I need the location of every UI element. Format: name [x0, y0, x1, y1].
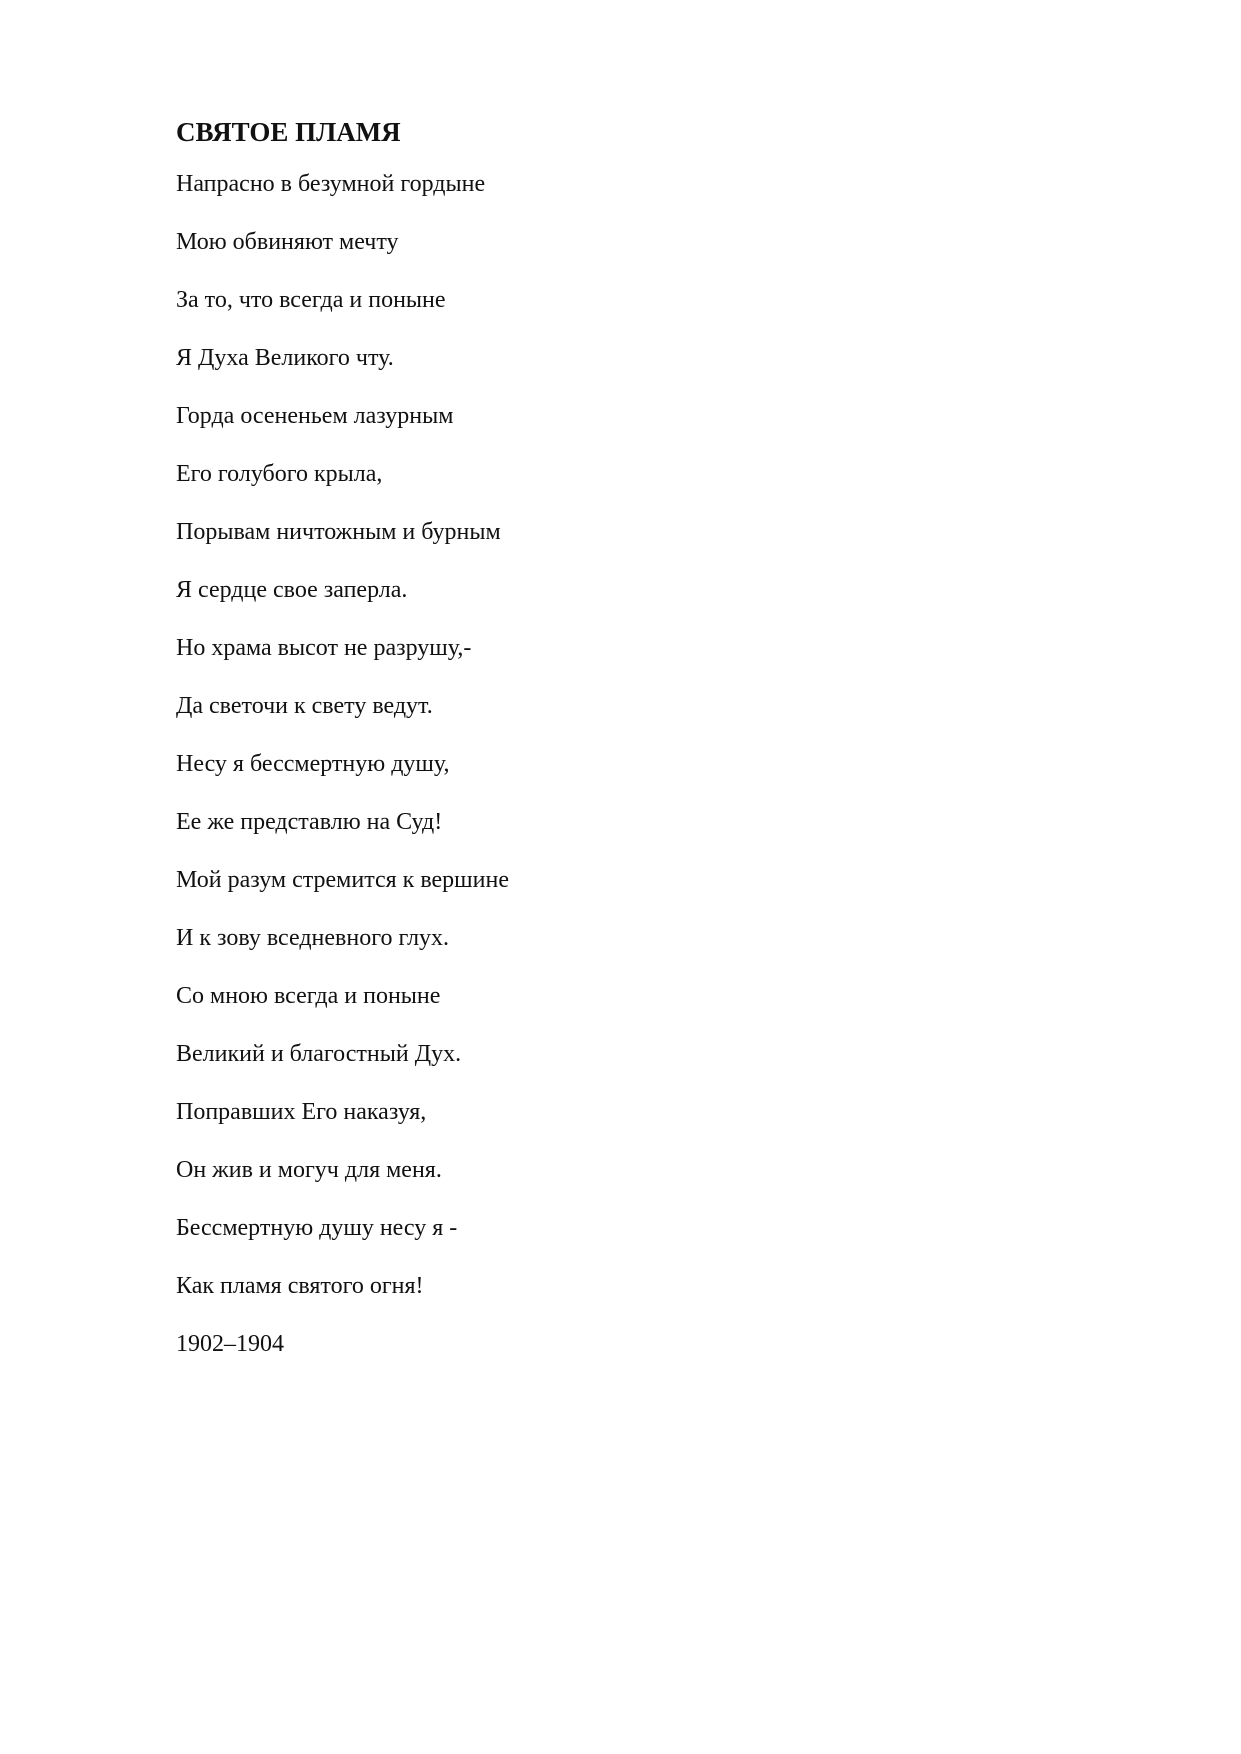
poem-line: Его голубого крыла, — [176, 461, 383, 487]
poem-line: Я сердце свое заперла. — [176, 577, 408, 603]
poem-line: Горда осененьем лазурным — [176, 403, 454, 429]
poem-date: 1902–1904 — [176, 1331, 284, 1357]
poem-line: Великий и благостный Дух. — [176, 1041, 462, 1067]
poem-line: Ее же представлю на Суд! — [176, 809, 443, 835]
poem-line: Да светочи к свету ведут. — [176, 693, 433, 719]
poem-line: Порывам ничтожным и бурным — [176, 519, 501, 545]
poem-line: Но храма высот не разрушу,- — [176, 635, 472, 661]
poem-line: Мой разум стремится к вершине — [176, 867, 509, 893]
poem-line: Он жив и могуч для меня. — [176, 1157, 442, 1183]
poem-line: Мою обвиняют мечту — [176, 229, 399, 255]
poem-line: Несу я бессмертную душу, — [176, 751, 450, 777]
poem-line: Как пламя святого огня! — [176, 1273, 424, 1299]
poem-lines — [176, 169, 1076, 1301]
poem-line: Поправших Его наказуя, — [176, 1099, 427, 1125]
poem-line: Напрасно в безумной гордыне — [176, 171, 486, 197]
poem-line: Со мною всегда и поныне — [176, 983, 441, 1009]
poem-line: За то, что всегда и поныне — [176, 287, 446, 313]
poem-line: Я Духа Великого чту. — [176, 345, 394, 371]
poem-title: СВЯТОЕ ПЛАМЯ — [176, 117, 401, 147]
poem-line: Бессмертную душу несу я - — [176, 1215, 458, 1241]
poem — [176, 112, 1076, 1359]
poem-line: И к зову вседневного глух. — [176, 925, 450, 951]
